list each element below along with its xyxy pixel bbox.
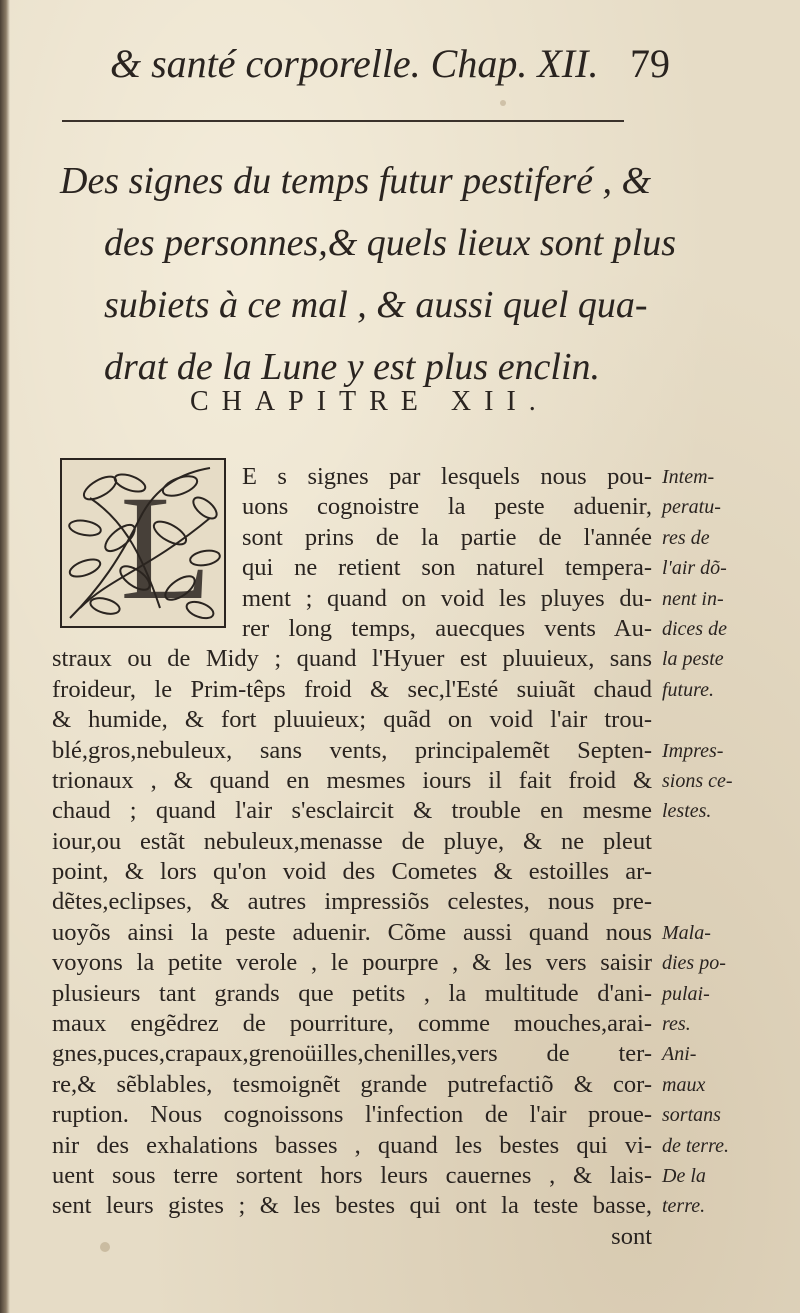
text-line: trionaux , & quand en mesmes iours il fait froid & — [52, 766, 652, 794]
text-line: uent sous terre sortent hors leurs cauernes , & lais- — [52, 1161, 652, 1189]
margin-note-line: dies po- — [662, 952, 726, 975]
text-line: plusieurs tant grands que petits , la multitude d'ani- — [52, 979, 652, 1007]
margin-note-line: l'air dõ- — [662, 557, 727, 580]
margin-note-line: sortans — [662, 1104, 721, 1127]
catchword: sont — [611, 1222, 652, 1250]
margin-note-line — [662, 827, 792, 857]
chapter-title-line: subiets à ce mal , & aussi quel qua- — [104, 284, 648, 326]
text-line: ruption. Nous cognoissons l'infection de l'air proue- — [52, 1101, 652, 1129]
chapter-title-line: drat de la Lune y est plus enclin. — [104, 346, 601, 388]
margin-note-line: De la — [662, 1164, 706, 1187]
margin-note-line: Mala- — [662, 921, 711, 944]
margin-note-line — [662, 887, 792, 917]
text-line: froideur, le Prim-têps froid & sec,l'Esté suiuãt chaud — [52, 675, 652, 703]
margin-note-line: sions ce- — [662, 769, 733, 792]
page-number: 79 — [630, 41, 670, 86]
margin-note-line: de terre. — [662, 1134, 730, 1157]
running-head — [110, 40, 670, 87]
text-line: uoyõs ainsi la peste aduenir. Cõme aussi quand nous — [52, 918, 652, 946]
text-line: chaud ; quand l'air s'esclaircit & trouble en mesme — [52, 797, 652, 825]
text-line: qui ne retient son naturel tempera- — [242, 554, 652, 582]
text-line: straux ou de Midy ; quand l'Hyuer est pluuieux, sans — [52, 645, 652, 673]
text-line: re,& sẽblables, tesmoignẽt grande putrefactiõ & cor- — [52, 1070, 652, 1098]
margin-note-line: dices de — [662, 617, 727, 640]
margin-note-line: pulai- — [662, 982, 710, 1005]
chapter-title-line: Des signes du temps futur pestiferé , & — [60, 160, 652, 202]
text-line: gnes,puces,crapaux,grenoüilles,chenilles,vers de ter- — [52, 1040, 652, 1068]
margin-note-line: maux — [662, 1073, 706, 1096]
margin-note-line: future. — [662, 678, 715, 701]
margin-note-line: la peste — [662, 648, 724, 671]
text-line: dẽtes,eclipses, & autres impressiõs celestes, nous pre- — [52, 888, 652, 916]
margin-note-line — [662, 705, 792, 735]
body-text — [52, 462, 652, 1252]
margin-note-line: Impres- — [662, 739, 724, 762]
text-line: iour,ou estãt nebuleux,menasse de pluye, & ne pleut — [52, 827, 652, 855]
text-line: E s signes par lesquels nous pou- — [242, 463, 652, 490]
margin-note-line: lestes. — [662, 800, 712, 823]
text-line: sent leurs gistes ; & les bestes qui ont la teste basse, — [52, 1192, 652, 1220]
text-line: & humide, & fort pluuieux; quãd on void l'air trou- — [52, 706, 652, 734]
text-line: blé,gros,nebuleux, sans vents, principalemẽt Septen- — [52, 736, 652, 764]
binding-edge — [0, 0, 10, 1313]
chapter-title-line: des personnes,& quels lieux sont plus — [104, 222, 677, 264]
text-line: rer long temps, auecques vents Au- — [242, 614, 652, 642]
header-rule — [62, 120, 624, 122]
dropcap-letter: L — [120, 465, 212, 628]
margin-note-line: res. — [662, 1013, 691, 1036]
margin-note-line: terre. — [662, 1195, 706, 1218]
running-head-text: & santé corporelle. Chap. XII. — [110, 41, 599, 86]
text-line: sont prins de la partie de l'année — [242, 523, 652, 551]
paper-stain — [500, 100, 506, 106]
text-line: uons cognoistre la peste aduenir, — [242, 493, 652, 521]
margin-note-line: nent in- — [662, 587, 724, 610]
chapter-title — [60, 150, 677, 398]
margin-note-line: Ani- — [662, 1043, 697, 1066]
text-line: nir des exhalations basses , quand les bestes qui vi- — [52, 1131, 652, 1159]
margin-note-line: res de — [662, 526, 710, 549]
margin-notes — [662, 462, 792, 1222]
chapter-label: CHAPITRE XII. — [190, 386, 549, 417]
text-line: ment ; quand on void les pluyes du- — [242, 584, 652, 612]
text-line: maux engẽdrez de pourriture, comme mouches,arai- — [52, 1010, 652, 1038]
text-line: voyons la petite verole , le pourpre , & les vers saisir — [52, 949, 652, 977]
margin-note-line: peratu- — [662, 496, 721, 519]
margin-note-line: Intem- — [662, 466, 715, 488]
text-line: point, & lors qu'on void des Cometes & estoilles ar- — [52, 858, 652, 886]
margin-note-line — [662, 857, 792, 887]
